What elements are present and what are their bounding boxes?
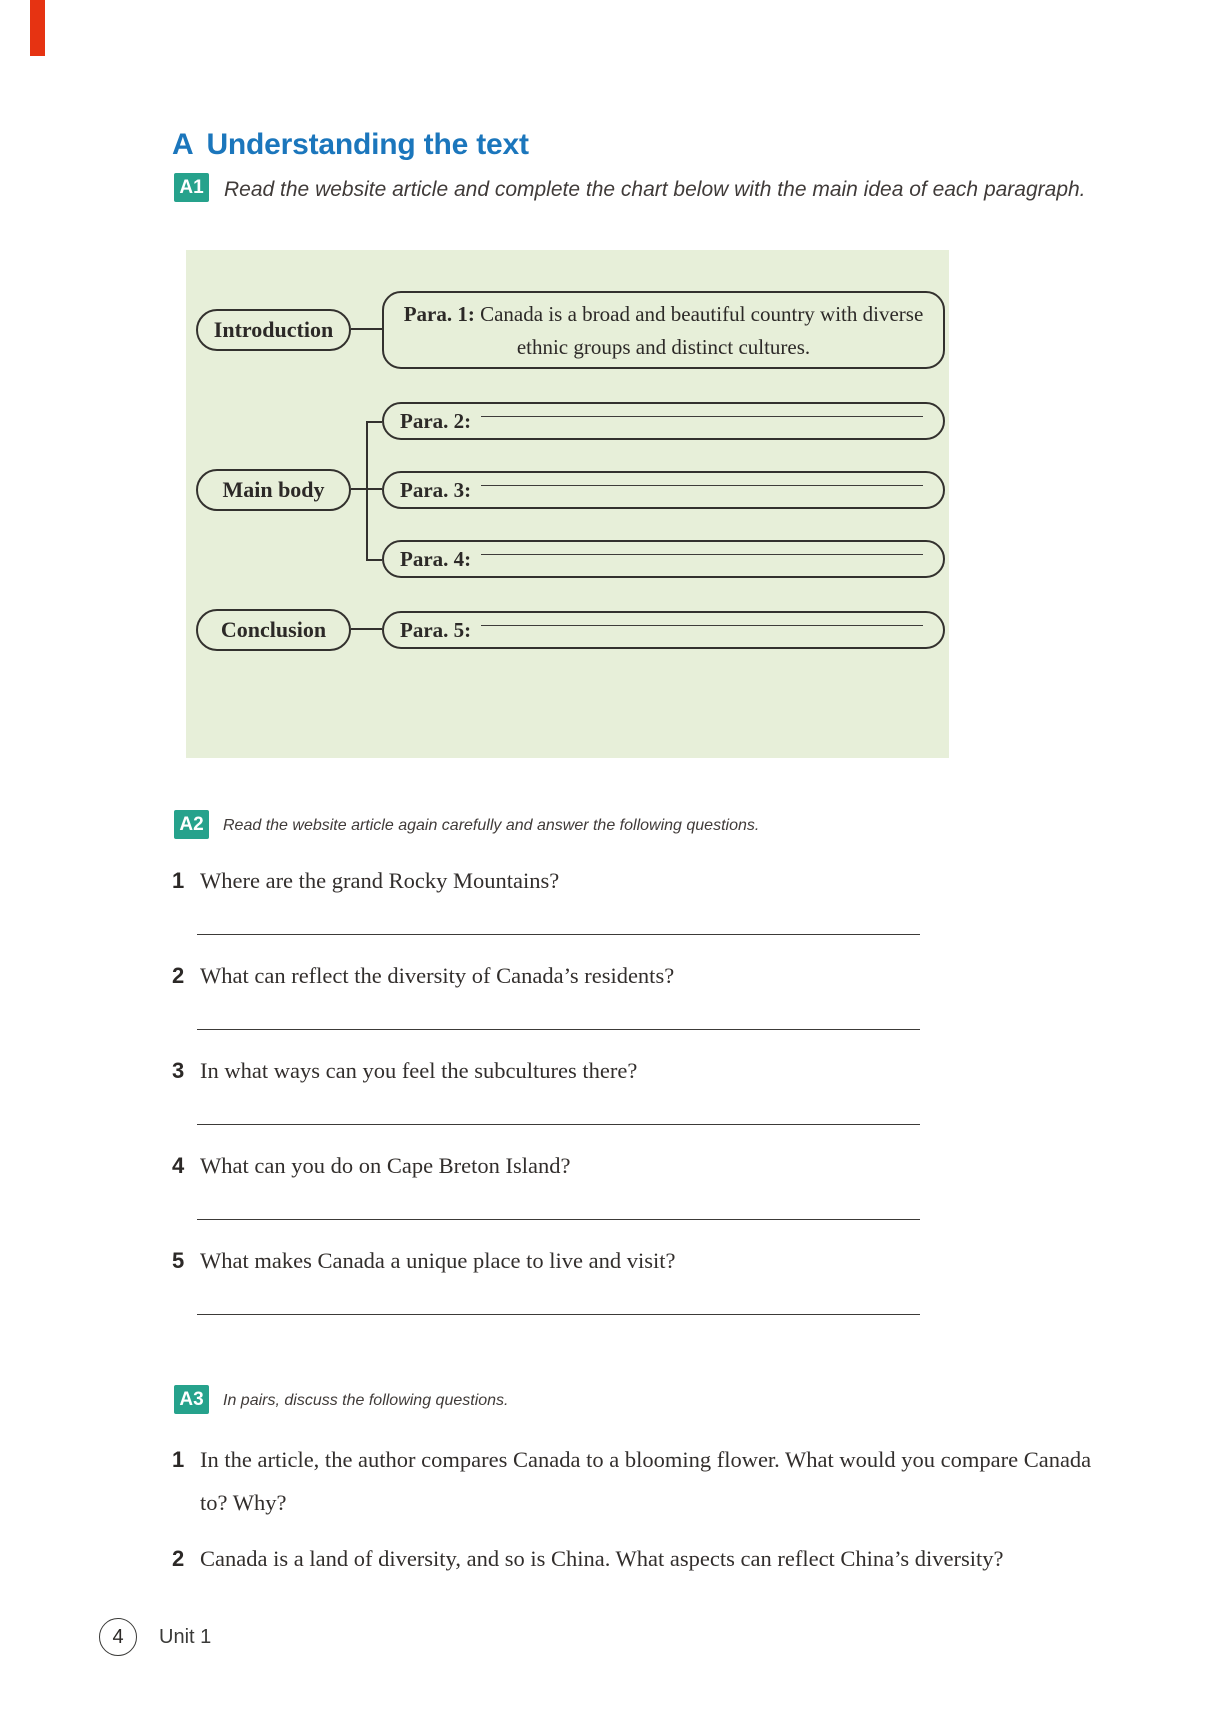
activity-a1 <box>172 172 1112 208</box>
question-number: 4 <box>172 1153 185 1178</box>
question-text: What can you do on Cape Breton Island? <box>200 1153 571 1178</box>
para-5-label: Para. 5: <box>400 617 472 642</box>
question-text: What can reflect the diversity of Canada’s residents? <box>200 963 675 988</box>
a3-question-list <box>172 1438 1132 1593</box>
section-title <box>172 128 529 162</box>
question-number: 5 <box>172 1248 185 1273</box>
para-5-box <box>382 611 945 649</box>
para-2-label: Para. 2: <box>400 408 472 433</box>
para-2-box <box>382 402 945 440</box>
a2-question-1 <box>172 866 1132 935</box>
a2-question-2 <box>172 961 1132 1030</box>
para-3-box <box>382 471 945 509</box>
page-number-badge <box>99 1618 137 1656</box>
stage-box-introduction <box>196 309 351 351</box>
section-title-text: Understanding the text <box>206 128 529 161</box>
unit-tab-marker <box>30 0 45 56</box>
para-2-blank-line <box>481 416 923 417</box>
answer-blank-line <box>197 1029 920 1030</box>
stage-label: Main body <box>222 477 325 502</box>
question-number: 3 <box>172 1058 185 1083</box>
a2-question-3 <box>172 1056 1132 1125</box>
stage-label: Introduction <box>213 317 334 342</box>
para-4-blank-line <box>481 554 923 555</box>
paragraph-chart-panel <box>186 250 949 758</box>
question-number: 2 <box>172 1546 185 1571</box>
stage-label: Conclusion <box>220 617 327 642</box>
stage-box-conclusion <box>196 609 351 651</box>
question-text: Where are the grand Rocky Mountains? <box>200 868 560 893</box>
activity-a2-badge: A2 <box>174 810 209 839</box>
stage-box-main-body <box>196 469 351 511</box>
activity-a2-instruction: Read the website article again carefully and answer the following questions. <box>223 817 760 834</box>
activity-a3-instruction: In pairs, discuss the following questions. <box>223 1392 509 1409</box>
connector-mainbody-bracket <box>366 421 368 561</box>
question-text: What makes Canada a unique place to live and visit? <box>200 1248 676 1273</box>
para-4-box <box>382 540 945 578</box>
connector-conclusion-para5 <box>351 628 382 630</box>
activity-a1-instruction: Read the website article and complete the chart below with the main idea of each paragraph. <box>224 178 1086 201</box>
question-number: 1 <box>172 868 185 893</box>
para-1-idea: Canada is a broad and beautiful country with diverse ethnic groups and distinct cultures. <box>480 302 924 359</box>
answer-blank-line <box>197 934 920 935</box>
question-text: In the article, the author compares Canada to a blooming flower. What would you compare Canada to? Why? <box>200 1447 1092 1515</box>
para-1-box <box>382 291 945 369</box>
activity-a2 <box>174 810 759 841</box>
answer-blank-line <box>197 1219 920 1220</box>
question-text: In what ways can you feel the subcultures there? <box>200 1058 638 1083</box>
unit-label: Unit 1 <box>159 1625 212 1648</box>
section-letter: A <box>172 128 194 161</box>
a3-question-2 <box>172 1537 1132 1580</box>
answer-blank-line <box>197 1314 920 1315</box>
activity-a1-badge: A1 <box>174 173 209 202</box>
a2-question-5 <box>172 1246 1132 1315</box>
connector-stub-para2 <box>366 421 382 423</box>
activity-a3-badge: A3 <box>174 1385 209 1414</box>
para-1-label: Para. 1: <box>403 302 475 326</box>
para-5-blank-line <box>481 625 923 626</box>
a2-question-list <box>172 866 1132 1341</box>
question-number: 1 <box>172 1447 185 1472</box>
para-4-label: Para. 4: <box>400 546 472 571</box>
a3-question-1 <box>172 1438 1132 1524</box>
question-text: Canada is a land of diversity, and so is China. What aspects can reflect China’s diversity? <box>200 1546 1004 1571</box>
activity-a3 <box>174 1385 508 1416</box>
a2-question-4 <box>172 1151 1132 1220</box>
connector-introduction-para1 <box>351 328 382 330</box>
page-footer <box>99 1618 211 1656</box>
para-3-label: Para. 3: <box>400 477 472 502</box>
answer-blank-line <box>197 1124 920 1125</box>
question-number: 2 <box>172 963 185 988</box>
para-3-blank-line <box>481 485 923 486</box>
connector-stub-para4 <box>366 559 382 561</box>
page-number: 4 <box>112 1625 124 1648</box>
